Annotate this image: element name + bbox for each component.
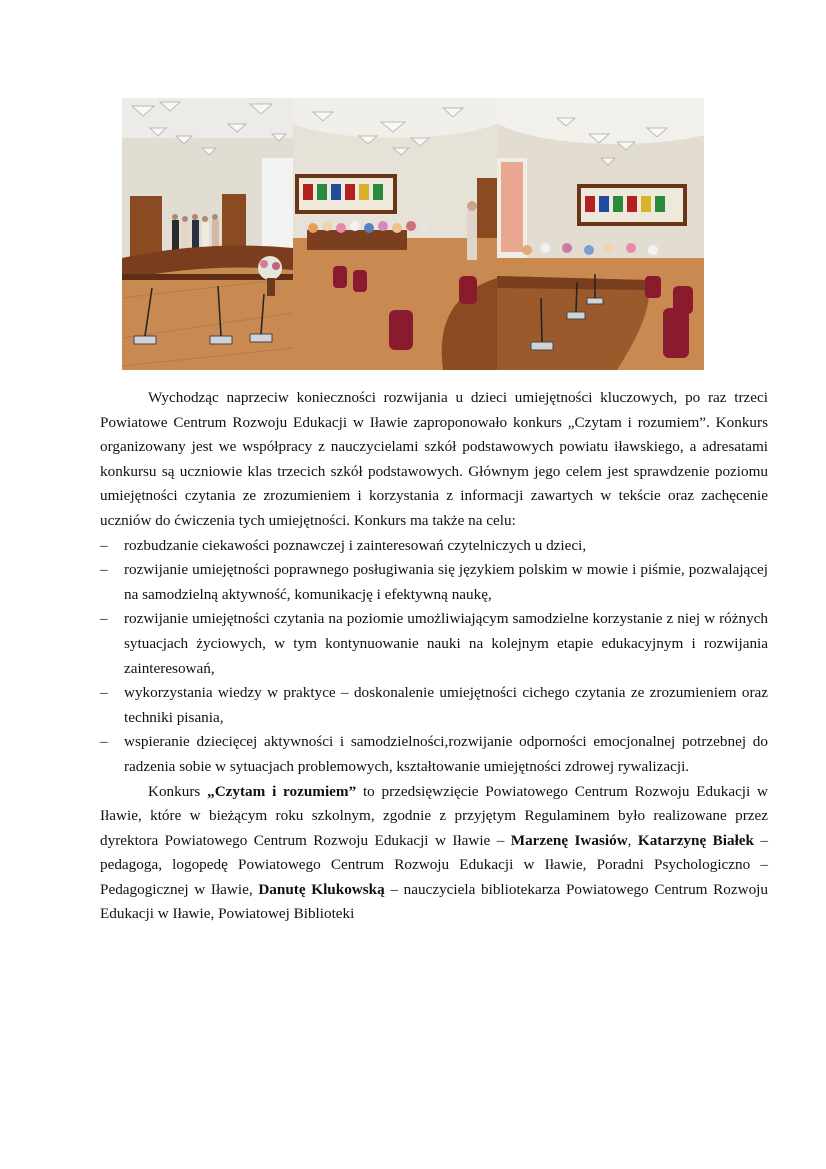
- article-body: [100, 386, 768, 927]
- photo-collage: [122, 98, 704, 370]
- closing-text: ,: [627, 831, 638, 849]
- photo-hall-podium: [122, 98, 293, 370]
- list-item: – rozbudzanie ciekawości poznawczej i zainteresowań czytelniczych u dzieci,: [100, 534, 768, 559]
- closing-text: – nauczyciela bibliotekarza Powiatowego Centrum Rozwoju Edukacji w Iławie, Powiatowej Biblioteki: [100, 880, 768, 923]
- list-item: – wykorzystania wiedzy w praktyce – doskonalenie umiejętności cichego czytania ze zrozumieniem oraz techniki pisania,: [100, 681, 768, 730]
- closing-paragraph: [100, 780, 768, 928]
- person-name: Katarzynę Białek: [637, 831, 754, 849]
- photo-hall-tables: [497, 98, 704, 370]
- person-name: Danutę Klukowską: [258, 880, 385, 898]
- list-item: – rozwijanie umiejętności czytania na poziomie umożliwiającym samodzielne korzystanie z niej w różnych sytuacjach życiowych, w tym kontynuowanie nauki na kolejnym etapie edukacyjnym i rozwijania zainteresowań,: [100, 607, 768, 681]
- closing-text: – pedagoga, logopedę Powiatowego Centrum Rozwoju Edukacji w Iławie, Poradni Psychologiczno – Pedagogicznej w Iławie,: [100, 831, 768, 898]
- closing-text: Konkurs: [148, 782, 208, 800]
- closing-text: to przedsięwzięcie Powiatowego Centrum Rozwoju Edukacji w Iławie, które w bieżącym roku szkolnym, zgodnie z przyjętym Regulaminem było realizowane przez dyrektora Powiatowego Centrum Rozwoju Edukacji w Iławie –: [100, 782, 768, 849]
- photo-hall-audience: [293, 98, 497, 370]
- person-name: Marzenę Iwasiów: [510, 831, 628, 849]
- intro-paragraph: Wychodząc naprzeciw konieczności rozwijania u dzieci umiejętności kluczowych, po raz trzeci Powiatowe Centrum Rozwoju Edukacji w Iławie zaproponowało konkurs „Czytam i rozumiem”. Konkurs organizowany jest we współpracy z nauczycielami szkół podstawowych powiatu iławskiego, a adresatami konkursu są uczniowie klas trzecich szkół podstawowych. Głównym jego celem jest sprawdzenie poziomu umiejętności czytania ze zrozumieniem i korzystania z informacji zawartych w tekście oraz zachęcenie uczniów do ćwiczenia tych umiejętności. Konkurs ma także na celu:: [100, 389, 768, 529]
- list-item: – wspieranie dziecięcej aktywności i samodzielności,rozwijanie odporności emocjonalnej potrzebnej do radzenia sobie w sytuacjach problemowych, kształtowanie umiejętności zdrowej rywalizacji.: [100, 730, 768, 779]
- contest-name: „Czytam i rozumiem”: [207, 782, 357, 800]
- goals-list: [100, 534, 768, 780]
- list-item: – rozwijanie umiejętności poprawnego posługiwania się językiem polskim w mowie i piśmie, pozwalającej na samodzielną aktywność, komunikację i efektywną naukę,: [100, 558, 768, 607]
